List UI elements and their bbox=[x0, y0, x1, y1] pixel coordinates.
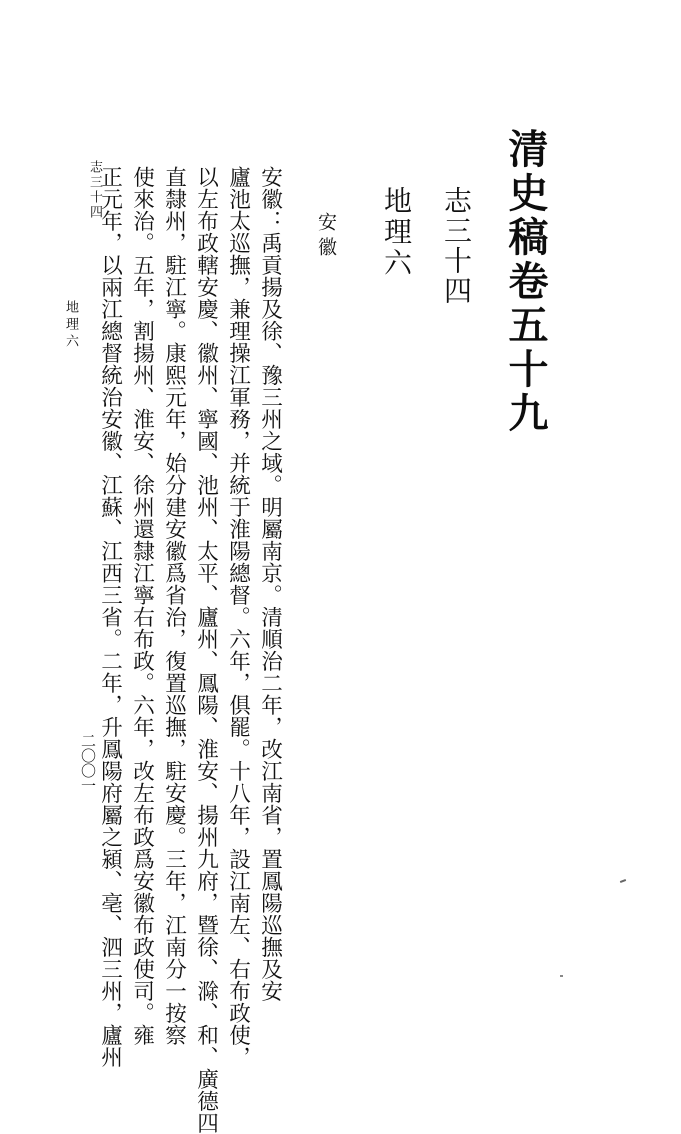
section-heading: 志三十四 bbox=[440, 186, 473, 306]
body-column-6: 正元年，以兩江總督統治安徽、江蘇、江西三省。二年，升鳳陽府屬之潁、亳、泗三州，廬州 bbox=[97, 166, 123, 1068]
paper-speck bbox=[560, 975, 563, 977]
running-head-section: 志三十四 bbox=[87, 160, 102, 220]
subsection-heading: 地理六 bbox=[380, 186, 413, 279]
body-column-4: 直隸州，駐江寧。康熙元年，始分建安徽爲省治，復置巡撫，駐安慶。三年，江南分一按察 bbox=[161, 166, 187, 1046]
book-title: 清史稿卷五十九 bbox=[502, 128, 549, 436]
province-heading: 安徽 bbox=[315, 212, 337, 262]
body-column-1: 安徽：禹貢揚及徐、豫三州之域。明屬南京。清順治二年，改江南省，置鳳陽巡撫及安 bbox=[257, 166, 283, 1002]
paper-speck bbox=[620, 879, 626, 883]
running-head-subsection: 地理六 bbox=[63, 300, 78, 351]
body-column-5: 使來治。五年，割揚州、淮安、徐州還隸江寧右布政。六年，改左布政爲安徽布政使司。雍 bbox=[129, 166, 155, 1046]
page-number: 二〇〇一 bbox=[79, 733, 97, 793]
body-column-3: 以左布政轄安慶、徽州、寧國、池州、太平、廬州、鳳陽、淮安、揚州九府，暨徐、滁、和、廣德四 bbox=[193, 166, 219, 1134]
body-column-2: 廬池太巡撫，兼理操江軍務，并統于淮陽總督。六年，俱罷。十八年，設江南左、右布政使， bbox=[225, 166, 251, 1068]
